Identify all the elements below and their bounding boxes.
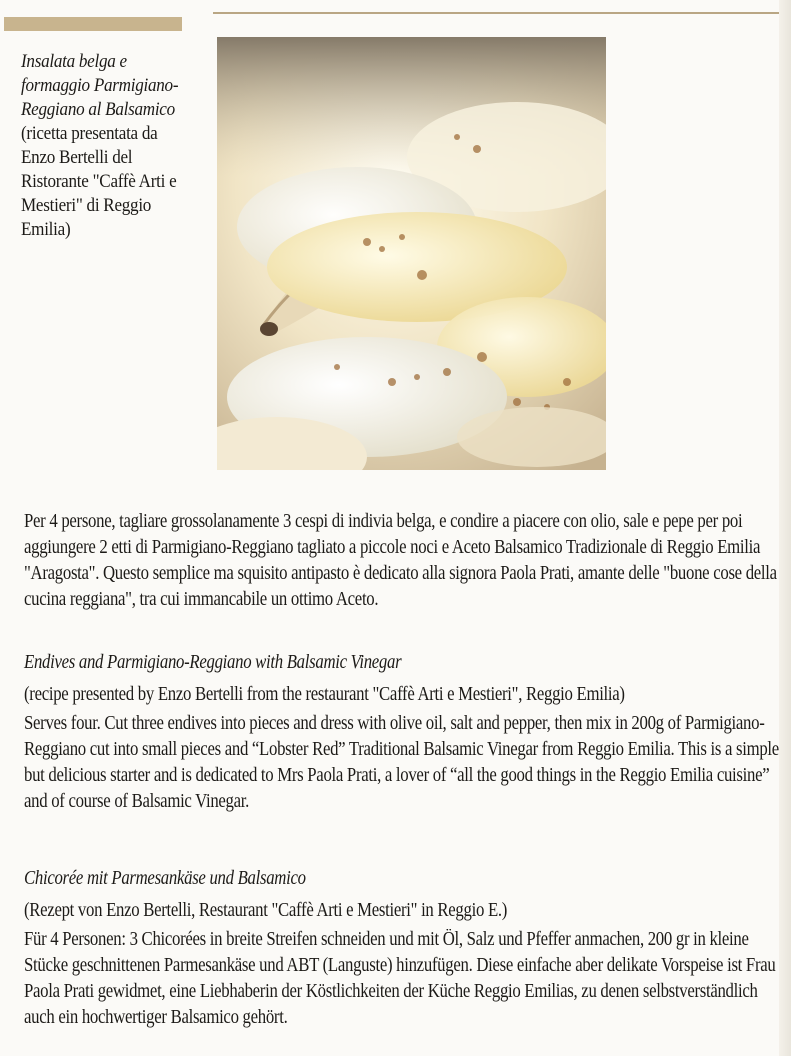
english-recipe [24,650,784,815]
english-text: Serves four. Cut three endives into pieces and dress with olive oil, salt and pepper, then mix in 200g of Parmigiano-Reggiano cut into small pieces and “Lobster Red” Traditional Balsamic Vinegar from Reggio Emilia. This is a simple but delicious starter and is dedicated to Mrs Paola Prati, a lover of “all the good things in the Reggio Emilia cuisine” and of course of Balsamic Vinegar. [24,713,779,812]
german-recipe [24,866,784,1031]
photo-parmigiano-endive-salad-icon [217,37,606,470]
recipe-photo [217,37,606,470]
header-rule-right [213,12,779,14]
german-credit: (Rezept von Enzo Bertelli, Restaurant "Caffè Arti e Mestieri" in Reggio E.) [24,900,508,921]
english-title: Endives and Parmigiano-Reggiano with Balsamic Vinegar [24,652,402,673]
italian-text: Per 4 persone, tagliare grossolanamente 3 cespi di indivia belga, e condire a piacere con olio, sale e pepe per poi aggiungere 2 etti di Parmigiano-Reggiano tagliato a piccole noci e Aceto Balsamico Tradizionale di Reggio Emilia "Aragosta". Questo semplice ma squisito antipasto è dedicato alla signora Paola Prati, amante delle "buone cose della cucina reggiana", tra cui immancabile un ottimo Aceto. [24,511,777,610]
caption-title: Insalata belga e formaggio Parmigiano-Reggiano al Balsamico [21,51,179,120]
german-title: Chicorée mit Parmesankäse und Balsamico [24,868,306,889]
italian-recipe [24,509,784,613]
german-text: Für 4 Personen: 3 Chicorées in breite Streifen schneiden und mit Öl, Salz und Pfeffer anmachen, 200 gr in kleine Stücke geschnittenen Parmesankäse und ABT (Languste) hinzufügen. Diese einfache aber delikate Vorspeise ist Frau Paola Prati gewidmet, eine Liebhaberin der Köstlichkeiten der Küche Reggio Emilias, zu denen selbstverständlich auch ein hochwertiger Balsamico gehört. [24,929,776,1028]
english-credit: (recipe presented by Enzo Bertelli from the restaurant "Caffè Arti e Mestieri", Reggio Emilia) [24,684,625,705]
header-rule-left [4,17,182,31]
caption-credit: (ricetta presentata da Enzo Bertelli del Ristorante "Caffè Arti e Mestieri" di Reggio Emilia) [21,123,177,240]
photo-caption [21,50,183,242]
